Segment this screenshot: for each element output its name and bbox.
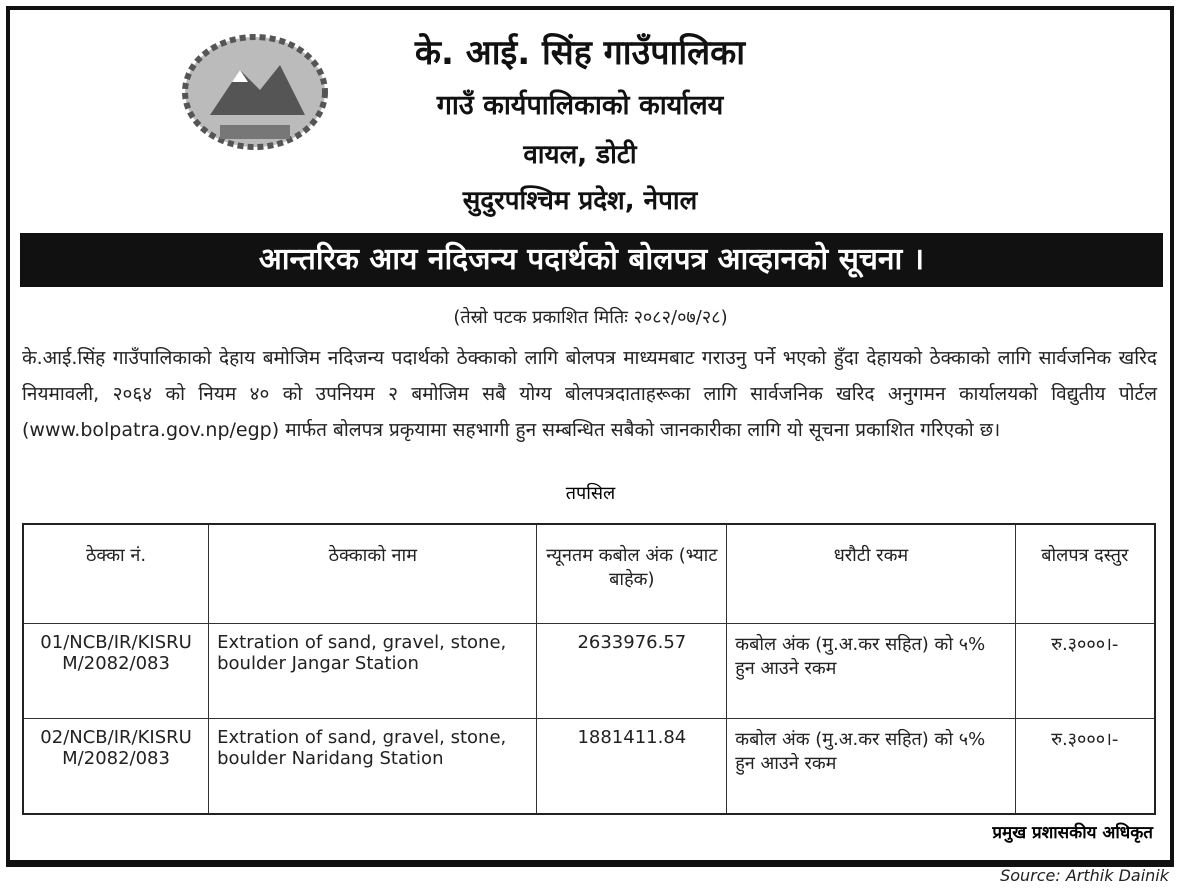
col-deposit: धरौटी रकम [727, 524, 1015, 624]
fee: रु.३०००।- [1015, 624, 1155, 719]
signatory-title: प्रमुख प्रशासकीय अधिकृत [992, 823, 1153, 843]
office-name: गाउँ कार्यपालिकाको कार्यालय [436, 90, 724, 121]
office-location: वायल, डोटी [523, 140, 637, 170]
col-contract-name: ठेक्काको नाम [209, 524, 537, 624]
col-min-bid: न्यूनतम कबोल अंक (भ्याट बाहेक) [537, 524, 727, 624]
deposit: कबोल अंक (मु.अ.कर सहित) को ५% हुन आउने रकम [727, 624, 1015, 719]
details-heading: तपसिल [565, 483, 616, 504]
table-header-row [23, 524, 1155, 624]
province-name: सुदुरपश्चिम प्रदेश, नेपाल [462, 186, 698, 216]
municipality-name: के. आई. सिंह गाउँपालिका [414, 33, 746, 73]
min-bid: 1881411.84 [537, 719, 727, 815]
contract-no: 01/NCB/IR/KISRUM/2082/083 [23, 624, 209, 719]
notice-body: के.आई.सिंह गाउँपालिकाको देहाय बमोजिम नदिजन्य पदार्थको ठेक्काको लागि बोलपत्र माध्यमबाट गराउनु पर्ने भएको हुँदा देहायको ठेक्काको लागि सार्वजनिक खरिद नियमावली, २०६४ को नियम ४० को उपनियम २ बमोजिम सबै योग्य बोलपत्रदाताहरूका लागि सार्वजनिक खरिद अनुगमन कार्यालयको विद्युतीय पोर्टल (www.bolpatra.gov.np/egp) मार्फत बोलपत्र प्रकृयामा सहभागी हुन सम्बन्धित सबैको जानकारीका लागि यो सूचना प्रकाशित गरिएको छ। [22, 347, 1157, 441]
publish-date: (तेस्रो पटक प्रकाशित मितिः २०८२/०७/२८) [453, 307, 728, 328]
contract-no: 02/NCB/IR/KISRUM/2082/083 [23, 719, 209, 815]
tender-table [22, 523, 1156, 815]
contract-name: Extration of sand, gravel, stone, boulder Jangar Station [209, 624, 537, 719]
source-credit: Source: Arthik Dainik [1000, 866, 1169, 885]
col-contract-no: ठेक्का नं. [23, 524, 209, 624]
fee: रु.३०००।- [1015, 719, 1155, 815]
min-bid: 2633976.57 [537, 624, 727, 719]
notice-title-banner: आन्तरिक आय नदिजन्य पदार्थको बोलपत्र आव्हानको सूचना । [20, 233, 1163, 287]
contract-name: Extration of sand, gravel, stone, boulder Naridang Station [209, 719, 537, 815]
nepal-emblem-logo [180, 30, 330, 155]
table-row [23, 624, 1155, 719]
deposit: कबोल अंक (मु.अ.कर सहित) को ५% हुन आउने रकम [727, 719, 1015, 815]
table-row [23, 719, 1155, 815]
col-fee: बोलपत्र दस्तुर [1015, 524, 1155, 624]
